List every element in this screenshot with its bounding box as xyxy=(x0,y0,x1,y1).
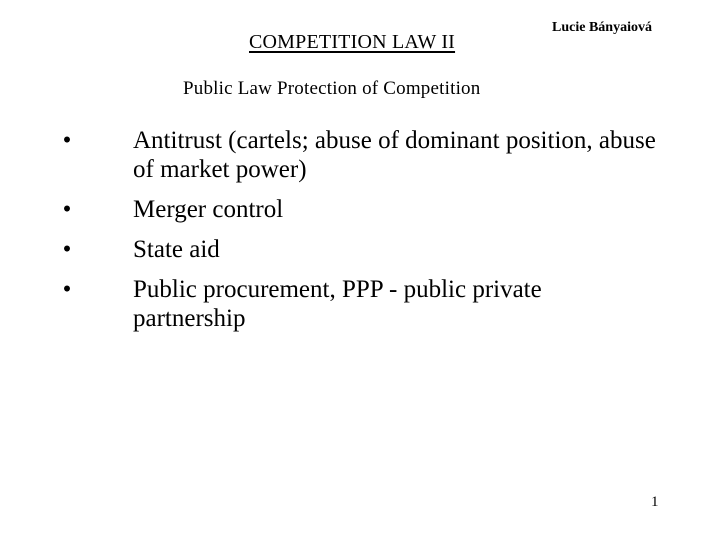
bullet-marker: • xyxy=(62,236,72,263)
bullet-list xyxy=(60,126,660,333)
slide-subtitle: Public Law Protection of Competition xyxy=(183,78,481,99)
list-item xyxy=(60,126,660,184)
bullet-marker: • xyxy=(62,127,72,154)
page-number: 1 xyxy=(651,494,659,510)
bullet-marker: • xyxy=(62,196,72,223)
list-item xyxy=(60,275,660,333)
list-item xyxy=(60,195,660,224)
bullet-text: State aid xyxy=(133,236,220,263)
list-item xyxy=(60,235,660,264)
bullet-text: Public procurement, PPP - public private partnership xyxy=(133,276,542,332)
bullet-text: Antitrust (cartels; abuse of dominant position, abuse of market power) xyxy=(133,127,656,183)
bullet-marker: • xyxy=(62,276,72,303)
author-name: Lucie Bányaiová xyxy=(552,20,652,35)
slide-title: COMPETITION LAW II xyxy=(249,31,456,53)
bullet-text: Merger control xyxy=(133,196,284,223)
